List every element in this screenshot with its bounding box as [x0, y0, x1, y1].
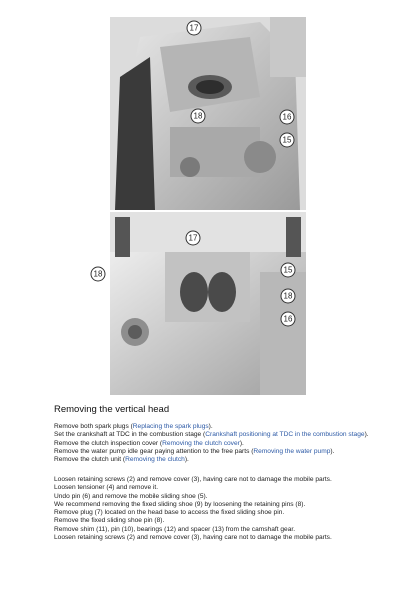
- callout-label: 18: [93, 269, 103, 279]
- step-text: ).: [239, 439, 244, 447]
- callout-badge: [281, 312, 295, 326]
- engine-photo-bottom: [110, 212, 306, 395]
- removal-step-line: We recommend removing the fixed sliding shoe (9) by loosening the retaining pins (8).: [54, 500, 306, 508]
- reference-link[interactable]: Replacing the spark plugs: [132, 423, 209, 430]
- callout-badge: [281, 263, 295, 277]
- prep-step-line: [54, 431, 369, 439]
- prep-step-line: [54, 440, 369, 448]
- reference-link[interactable]: Removing the water pump: [253, 447, 331, 455]
- reference-link[interactable]: Removing the clutch: [125, 456, 185, 464]
- callout-label: 18: [283, 291, 293, 301]
- callout-badge: [191, 109, 205, 123]
- step-text: ).: [184, 456, 189, 464]
- callout-badge: [186, 231, 200, 245]
- removal-step-line: Remove shim (11), pin (10), bearings (12) and spacer (13) from the camshaft gear.: [54, 525, 296, 533]
- callout-badge: [280, 110, 294, 124]
- callout-label: 17: [188, 233, 198, 243]
- callout-badge: [91, 267, 105, 281]
- removal-step-line: Loosen retaining screws (2) and remove cover (3), having care not to damage the mobile parts.: [54, 534, 332, 542]
- callouts-bottom: [110, 212, 306, 395]
- step-text: Remove the water pump idle gear paying attention to the free parts (: [54, 447, 254, 455]
- step-text: Remove the clutch inspection cover (: [54, 439, 163, 447]
- step-text: ).: [364, 431, 369, 439]
- step-text: Set the crankshaft at TDC in the combustion stage (: [54, 431, 206, 439]
- callout-badge: [281, 289, 295, 303]
- engine-photo-top: [110, 17, 306, 210]
- callout-label: 15: [282, 135, 292, 145]
- section-title: Removing the vertical head: [54, 404, 170, 415]
- step-text: ).: [208, 423, 213, 430]
- removal-step-line: Undo pin (6) and remove the mobile sliding shoe (5).: [54, 492, 208, 500]
- callout-label: 16: [283, 314, 293, 324]
- prep-step-line: [54, 448, 369, 456]
- prep-step-line: [54, 423, 369, 431]
- callout-label: 16: [282, 112, 292, 122]
- removal-step-line: Remove plug (7) located on the head base to access the fixed sliding shoe pin.: [54, 509, 285, 517]
- reference-link[interactable]: Removing the clutch cover: [162, 439, 240, 447]
- callout-label: 15: [283, 265, 293, 275]
- removal-steps: [54, 476, 332, 542]
- step-text: Remove both spark plugs (: [54, 423, 133, 430]
- callout-left-outside: [88, 264, 108, 284]
- callout-badge: [280, 133, 294, 147]
- callout-label: 17: [189, 23, 199, 33]
- prep-step-line: [54, 456, 369, 464]
- removal-step-line: Loosen retaining screws (2) and remove cover (3), having care not to damage the mobile parts.: [54, 476, 332, 483]
- callouts-top: [110, 17, 306, 210]
- prep-steps: [54, 423, 369, 464]
- callout-label: 18: [193, 111, 203, 121]
- reference-link[interactable]: Crankshaft positioning at TDC in the combustion stage: [205, 431, 365, 439]
- removal-step-line: Loosen tensioner (4) and remove it.: [54, 484, 159, 492]
- removal-step-line: Remove the fixed sliding shoe pin (8).: [54, 517, 165, 525]
- step-text: Remove the clutch unit (: [54, 456, 126, 464]
- step-text: ).: [330, 447, 335, 455]
- callout-badge: [187, 21, 201, 35]
